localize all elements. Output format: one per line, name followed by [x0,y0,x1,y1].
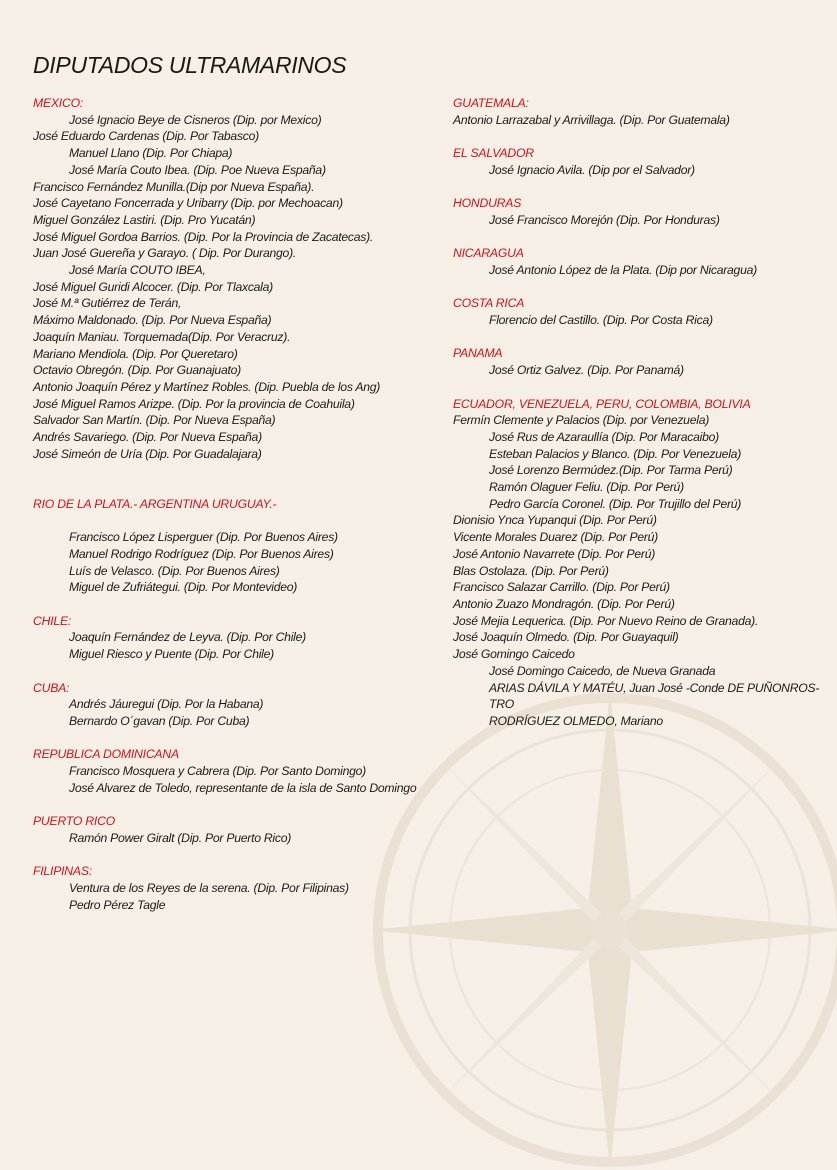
deputy-entry: José Ignacio Avila. (Dip por el Salvador) [489,162,695,177]
section-heading: CHILE: [33,613,72,628]
deputy-entry: Pedro García Coronel. (Dip. Por Trujillo del Perú) [489,496,742,511]
deputy-entry: Pedro Pérez Tagle [69,897,166,912]
deputy-entry: José María Couto Ibea. (Dip. Poe Nueva España) [69,162,326,177]
deputy-entry: Francisco Mosquera y Cabrera (Dip. Por Santo Domingo) [69,764,366,779]
deputy-entry: José Alvarez de Toledo, representante de la isla de Santo Domingo [69,780,417,795]
deputy-entry: Miguel González Lastiri. (Dip. Pro Yucatán) [33,212,256,227]
page-title: DIPUTADOS ULTRAMARINOS [33,52,347,78]
section-heading: ECUADOR, VENEZUELA, PERU, COLOMBIA, BOLIVIA [453,396,751,411]
deputy-entry: José Eduardo Cardenas (Dip. Por Tabasco) [33,129,259,144]
deputy-entry: José Cayetano Foncerrada y Uribarry (Dip. por Mechoacan) [33,196,343,211]
deputy-entry: Francisco López Lisperguer (Dip. Por Buenos Aires) [69,530,338,545]
deputy-entry: Andrés Jáuregui (Dip. Por la Habana) [69,697,264,712]
deputy-entry: Miguel Riesco y Puente (Dip. Por Chile) [69,647,274,662]
section-heading: FILIPINAS: [33,864,92,879]
deputy-entry: José Rus de Azaraullía (Dip. Por Maracaibo) [489,429,719,444]
country-section [453,345,823,378]
deputy-entry: Miguel de Zufriátegui. (Dip. Por Montevideo) [69,580,298,595]
country-section [453,95,823,128]
country-section [453,145,823,178]
section-heading: NICARAGUA [453,246,524,261]
deputy-entry: Dionisio Ynca Yupanqui (Dip. Por Perú) [453,513,657,528]
deputy-entry: Vicente Morales Duarez (Dip. Por Perú) [453,530,658,545]
section-heading: COSTA RICA [453,296,525,311]
deputy-entry: José Antonio López de la Plata. (Dip por Nicaragua) [489,262,757,277]
deputy-entry: Esteban Palacios y Blanco. (Dip. Por Venezuela) [489,446,742,461]
deputy-entry: RODRÍGUEZ OLMEDO, Mariano [489,713,663,728]
section-heading: RIO DE LA PLATA.- ARGENTINA URUGUAY.- [33,496,277,511]
deputy-entry: Antonio Larrazabal y Arrivillaga. (Dip. Por Guatemala) [453,112,730,127]
deputy-entry: José Francisco Morejón (Dip. Por Honduras) [489,212,720,227]
deputy-entry: Manuel Llano (Dip. Por Chiapa) [69,146,233,161]
deputy-entry: Antonio Joaquín Pérez y Martínez Robles. (Dip. Puebla de los Ang) [33,379,381,394]
deputy-entry: José Ortiz Galvez. (Dip. Por Panamá) [489,363,684,378]
country-section [33,95,443,462]
deputy-entry: Bernardo O´gavan (Dip. Por Cuba) [69,713,250,728]
deputy-entry: José Antonio Navarrete (Dip. Por Perú) [453,546,656,561]
deputy-entry: Andrés Savariego. (Dip. Por Nueva España) [33,430,262,445]
spacer [33,513,443,530]
country-section [453,245,823,278]
deputy-entry: José Simeón de Uría (Dip. Por Guadalajara) [33,446,262,461]
country-section [33,746,443,796]
country-section [33,613,443,663]
deputy-entry: José Gomingo Caicedo [453,647,575,662]
right-column [453,95,823,746]
deputy-entry: Octavio Obregón. (Dip. Por Guanajuato) [33,363,241,378]
deputy-entry: Ramón Power Giralt (Dip. Por Puerto Rico) [69,830,292,845]
section-heading: MEXICO: [33,96,84,110]
section-heading: PUERTO RICO [33,814,115,829]
deputy-entry: Francisco Salazar Carrillo. (Dip. Por Perú) [453,580,670,595]
country-section [33,680,443,730]
deputy-entry: Luís de Velasco. (Dip. Por Buenos Aires) [69,563,280,578]
deputy-entry: Joaquín Fernández de Leyva. (Dip. Por Chile) [69,630,306,645]
spacer [33,479,443,496]
section-heading: REPUBLICA DOMINICANA [33,747,179,762]
deputy-entry: José Domingo Caicedo, de Nueva Granada [489,663,716,678]
deputy-entry: José Miguel Gordoa Barrios. (Dip. Por la Provincia de Zacatecas). [33,229,374,244]
deputy-entry: Blas Ostolaza. (Dip. Por Perú) [453,563,609,578]
deputy-entry: Mariano Mendiola. (Dip. Por Queretaro) [33,346,238,361]
country-section [33,863,443,913]
deputy-entry: Joaquín Maniau. Torquemada(Dip. Por Veracruz). [33,329,291,344]
deputy-entry: José María COUTO IBEA, [69,263,206,278]
section-heading: HONDURAS [453,196,522,211]
left-column [33,95,443,930]
deputy-entry: José Lorenzo Bermúdez.(Dip. Por Tarma Perú) [489,463,733,478]
deputy-entry: Manuel Rodrigo Rodríguez (Dip. Por Buenos Aires) [69,546,334,561]
deputy-entry: Ramón Olaguer Feliu. (Dip. Por Perú) [489,480,684,495]
deputy-entry: ARIAS DÁVILA Y MATÉU, Juan José -Conde DE PUÑONROS-TRO [489,680,820,712]
deputy-entry: José Miguel Guridi Alcocer. (Dip. Por Tlaxcala) [33,279,273,294]
section-heading: PANAMA [453,346,503,361]
section-heading: GUATEMALA: [453,96,529,110]
country-section [453,396,823,730]
deputy-entry: José Ignacio Beye de Cisneros (Dip. por Mexico) [69,112,322,127]
country-section [33,813,443,846]
deputy-entry: José Joaquín Olmedo. (Dip. Por Guayaquil) [453,630,679,645]
section-heading: EL SALVADOR [453,146,534,161]
deputy-entry: Máximo Maldonado. (Dip. Por Nueva España) [33,313,272,328]
deputy-entry: José Mejia Lequerica. (Dip. Por Nuevo Reino de Granada). [453,613,759,628]
deputy-entry: Antonio Zuazo Mondragón. (Dip. Por Perú) [453,597,675,611]
deputy-entry: Ventura de los Reyes de la serena. (Dip. Por Filipinas) [69,880,349,895]
country-section [453,295,823,328]
section-heading: CUBA: [33,680,70,695]
deputy-entry: Salvador San Martín. (Dip. Por Nueva España) [33,413,276,428]
country-section [453,195,823,228]
deputy-entry: Juan José Guereña y Garayo. ( Dip. Por Durango). [33,246,297,261]
deputy-entry: José Miguel Ramos Arizpe. (Dip. Por la provincia de Coahuila) [33,396,355,411]
deputy-entry: José M.ª Gutiérrez de Terán, [33,296,182,311]
country-section [33,496,443,596]
deputy-entry: Florencio del Castillo. (Dip. Por Costa Rica) [489,313,713,328]
deputy-entry: Fermín Clemente y Palacios (Dip. por Venezuela) [453,413,710,428]
deputy-entry: Francisco Fernández Munilla.(Dip por Nueva España). [33,179,315,194]
